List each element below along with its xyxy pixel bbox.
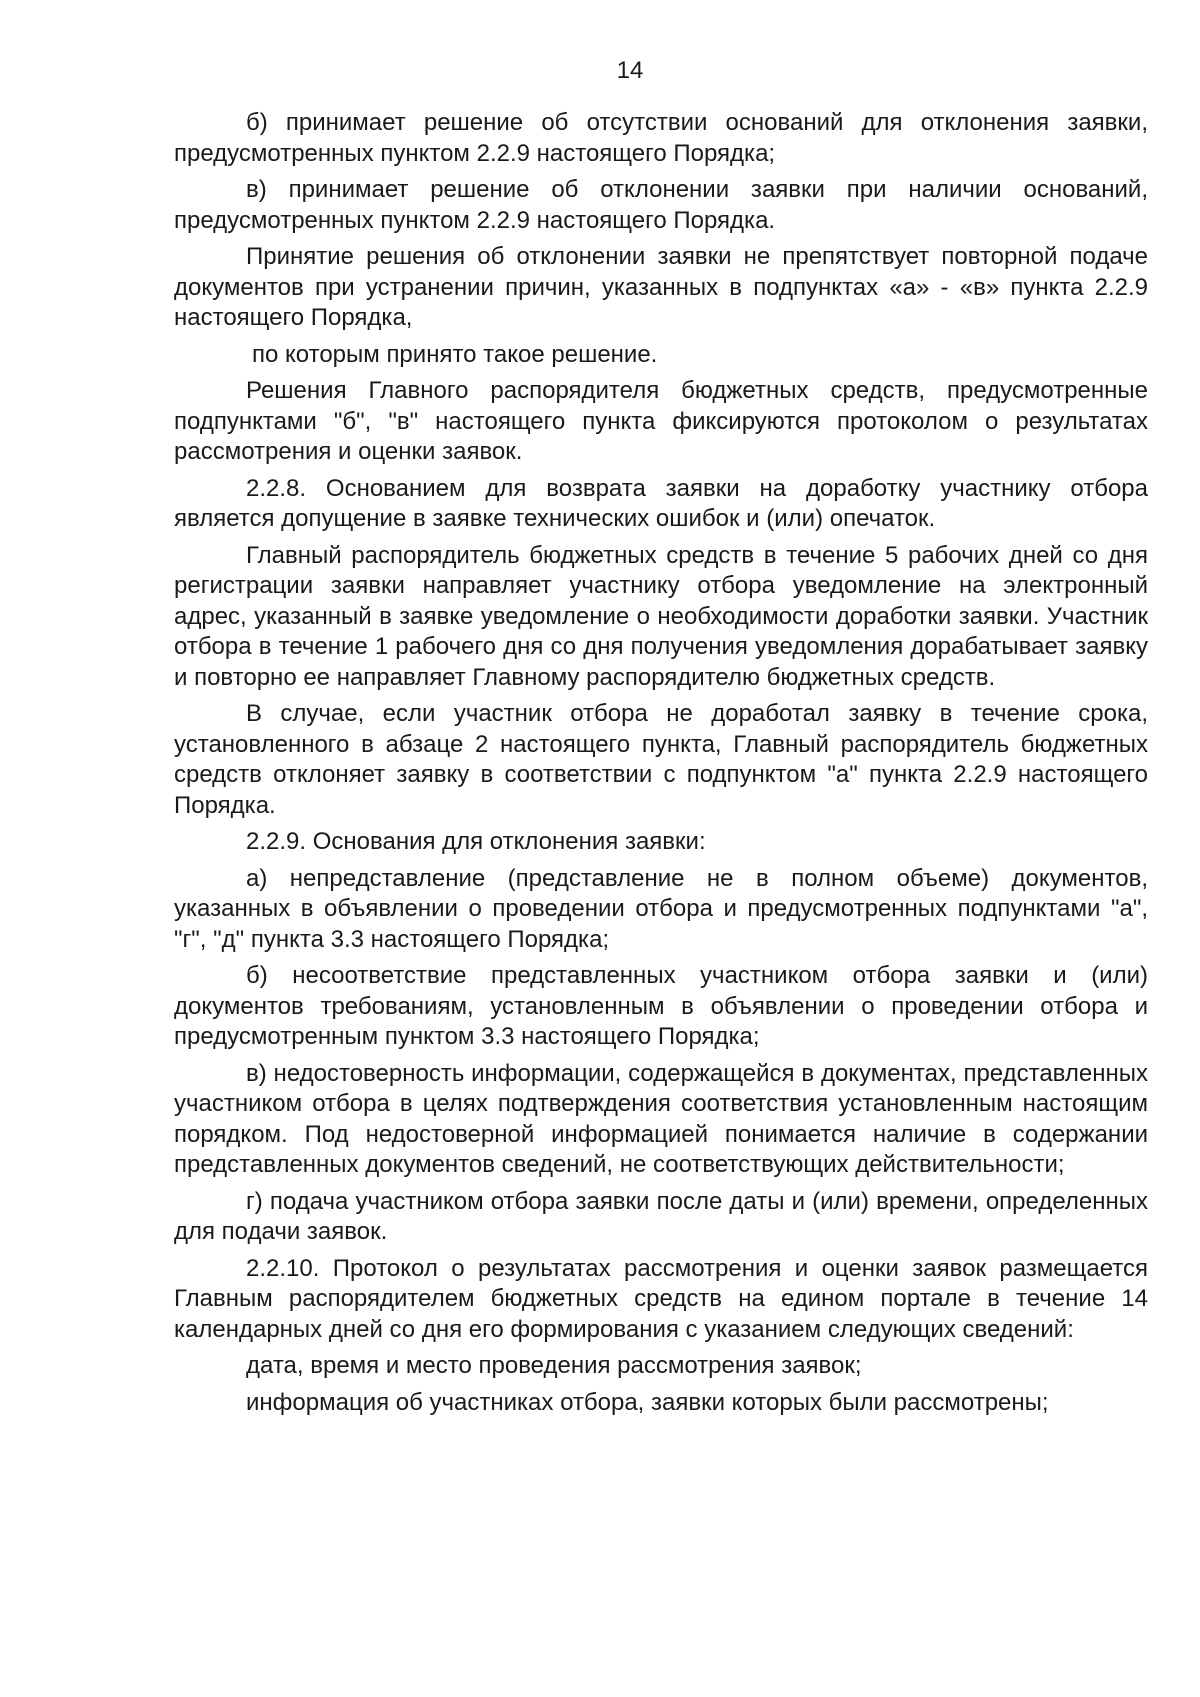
- paragraph: в) недостоверность информации, содержащейся в документах, представленных участником отбора в целях подтверждения соответствия установленным настоящим порядком. Под недостоверной информацией понимается наличие в содержании представленных документов сведений, не соответствующих действительности;: [174, 1059, 1148, 1178]
- paragraph: Решения Главного распорядителя бюджетных средств, предусмотренные подпунктами "б", "в" настоящего пункта фиксируются протоколом о результатах рассмотрения и оценки заявок.: [174, 377, 1148, 465]
- paragraph: 2.2.9. Основания для отклонения заявки:: [246, 828, 706, 855]
- paragraph: В случае, если участник отбора не доработал заявку в течение срока, установленного в абзаце 2 настоящего пункта, Главный распорядитель бюджетных средств отклоняет заявку в соответствии с подпунктом "а" пункта 2.2.9 настоящего Порядка.: [174, 700, 1148, 819]
- paragraph: а) непредставление (представление не в полном объеме) документов, указанных в объявлении о проведении отбора и предусмотренных подпунктами "а", "г", "д" пункта 3.3 настоящего Порядка;: [174, 864, 1148, 953]
- paragraph: по которым принято такое решение.: [252, 340, 658, 368]
- paragraph: дата, время и место проведения рассмотрения заявок;: [246, 1352, 862, 1379]
- page-number: 14: [616, 57, 644, 84]
- paragraph: г) подача участником отбора заявки после даты и (или) времени, определенных для подачи заявок.: [174, 1187, 1148, 1245]
- paragraph: б) несоответствие представленных участником отбора заявки и (или) документов требованиям, установленным в объявлении о проведении отбора и предусмотренным пунктом 3.3 настоящего Порядка;: [174, 962, 1148, 1050]
- document-body: [174, 108, 1148, 1424]
- paragraph: Принятие решения об отклонении заявки не препятствует повторной подаче документов при устранении причин, указанных в подпунктах «а» - «в» пункта 2.2.9 настоящего Порядка,: [174, 243, 1148, 331]
- paragraph: Главный распорядитель бюджетных средств в течение 5 рабочих дней со дня регистрации заявки направляет участнику отбора уведомление на электронный адрес, указанный в заявке уведомление о необходимости доработки заявки. Участник отбора в течение 1 рабочего дня со дня получения уведомления дорабатывает заявку и повторно ее направляет Главному распорядителю бюджетных средств.: [174, 541, 1148, 691]
- paragraph: 2.2.8. Основанием для возврата заявки на доработку участнику отбора является допущение в заявке технических ошибок и (или) опечаток.: [174, 474, 1148, 532]
- paragraph: информация об участниках отбора, заявки которых были рассмотрены;: [246, 1388, 1049, 1416]
- paragraph: в) принимает решение об отклонении заявки при наличии оснований, предусмотренных пунктом 2.2.9 настоящего Порядка.: [174, 176, 1148, 234]
- paragraph: 2.2.10. Протокол о результатах рассмотрения и оценки заявок размещается Главным распорядителем бюджетных средств на едином портале в течение 14 календарных дней со дня его формирования с указанием следующих сведений:: [174, 1254, 1148, 1343]
- paragraph: б) принимает решение об отсутствии оснований для отклонения заявки, предусмотренных пунктом 2.2.9 настоящего Порядка;: [174, 109, 1148, 167]
